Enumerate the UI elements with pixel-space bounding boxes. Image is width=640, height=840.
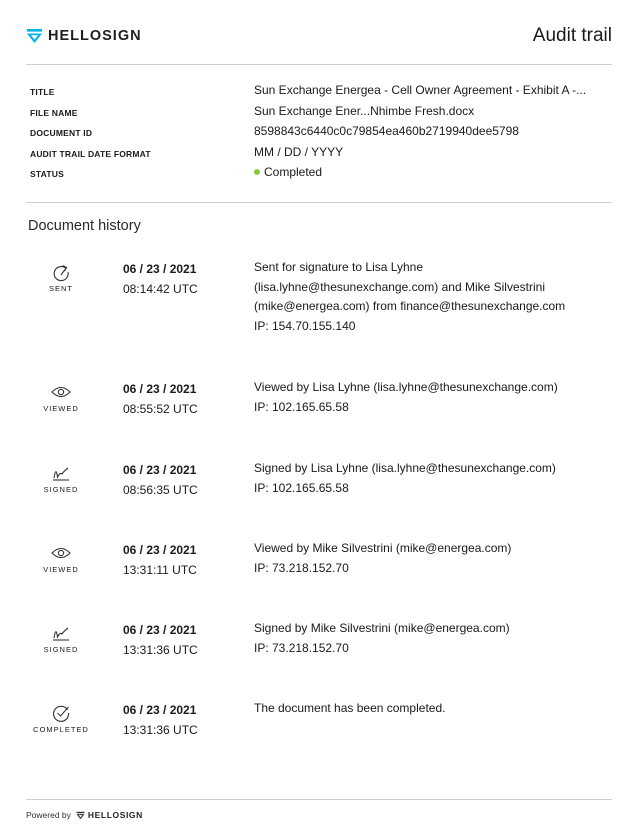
event-time: 13:31:36 UTC <box>123 723 198 737</box>
event-description <box>254 619 510 658</box>
hellosign-logo <box>26 28 142 44</box>
event-line: IP: 154.70.155.140 <box>254 319 356 334</box>
document-history-title: Document history <box>28 218 141 234</box>
event-time: 08:56:35 UTC <box>123 483 198 497</box>
status-value <box>254 165 322 179</box>
meta-divider <box>26 202 612 203</box>
event-description <box>254 258 565 337</box>
event-date: 06 / 23 / 2021 <box>123 382 197 396</box>
sent-icon <box>50 262 72 282</box>
event-line: Sent for signature to Lisa Lyhne <box>254 260 423 274</box>
footer <box>26 810 143 820</box>
event-kind: VIEWED <box>43 565 79 574</box>
event-date: 06 / 23 / 2021 <box>123 703 197 717</box>
event-kind: VIEWED <box>43 404 79 413</box>
check-circle-icon <box>50 703 72 723</box>
meta-value: Sun Exchange Energea - Cell Owner Agreement - Exhibit A -... <box>254 83 587 97</box>
meta-value: MM / DD / YYYY <box>254 144 344 159</box>
event-line: IP: 102.165.65.58 <box>254 399 349 414</box>
meta-label: DOCUMENT ID <box>30 128 93 138</box>
meta-label: FILE NAME <box>30 107 78 118</box>
event-kind: SIGNED <box>43 645 79 654</box>
event-description <box>254 378 558 417</box>
event-line: IP: 73.218.152.70 <box>254 640 349 655</box>
event-kind: SIGNED <box>43 485 79 494</box>
footer-divider <box>26 799 612 800</box>
event-kind: SENT <box>48 284 73 293</box>
eye-icon <box>50 382 72 402</box>
event-line: Viewed by Mike Silvestrini (mike@energea.com) <box>254 541 512 555</box>
meta-label: AUDIT TRAIL DATE FORMAT <box>30 148 151 159</box>
event-line: The document has been completed. <box>254 701 446 715</box>
powered-by-text: Powered by <box>26 810 71 820</box>
event-time: 08:14:42 UTC <box>123 282 198 296</box>
event-date: 06 / 23 / 2021 <box>123 543 197 557</box>
event-line: IP: 73.218.152.70 <box>254 560 349 575</box>
meta-label: STATUS <box>30 169 64 179</box>
event-line: Signed by Mike Silvestrini (mike@energea.com) <box>254 621 510 635</box>
signature-icon <box>50 463 72 483</box>
hellosign-logo-icon <box>26 28 43 44</box>
event-description <box>254 699 445 719</box>
footer-logo-text: HELLOSIGN <box>87 810 143 820</box>
event-line: Signed by Lisa Lyhne (lisa.lyhne@thesunexchange.com) <box>254 461 556 475</box>
meta-value: 8598843c6440c0c79854ea460b2719940dee5798 <box>254 124 519 138</box>
event-date: 06 / 23 / 2021 <box>123 262 197 276</box>
event-description <box>254 459 556 498</box>
event-line: (lisa.lyhne@thesunexchange.com) and Mike Silvestrini <box>254 279 545 294</box>
status-dot-icon <box>254 169 260 175</box>
event-date: 06 / 23 / 2021 <box>123 623 197 637</box>
event-time: 13:31:36 UTC <box>123 643 198 657</box>
event-line: IP: 102.165.65.58 <box>254 480 349 495</box>
event-line: Viewed by Lisa Lyhne (lisa.lyhne@thesunexchange.com) <box>254 380 558 394</box>
header-divider <box>26 64 612 65</box>
event-description <box>254 539 511 578</box>
event-time: 13:31:11 UTC <box>123 563 197 577</box>
page-title: Audit trail <box>532 25 612 46</box>
signature-icon <box>50 623 72 643</box>
hellosign-logo-icon <box>76 811 85 820</box>
event-line: (mike@energea.com) from finance@thesunexchange.com <box>254 299 566 314</box>
status-text: Completed <box>264 165 323 179</box>
event-time: 08:55:52 UTC <box>123 402 198 416</box>
meta-label: TITLE <box>30 87 55 97</box>
logo-text: HELLOSIGN <box>48 28 142 44</box>
meta-value: Sun Exchange Ener...Nhimbe Fresh.docx <box>254 103 475 118</box>
eye-icon <box>50 543 72 563</box>
event-kind: COMPLETED <box>33 725 89 734</box>
event-date: 06 / 23 / 2021 <box>123 463 197 477</box>
